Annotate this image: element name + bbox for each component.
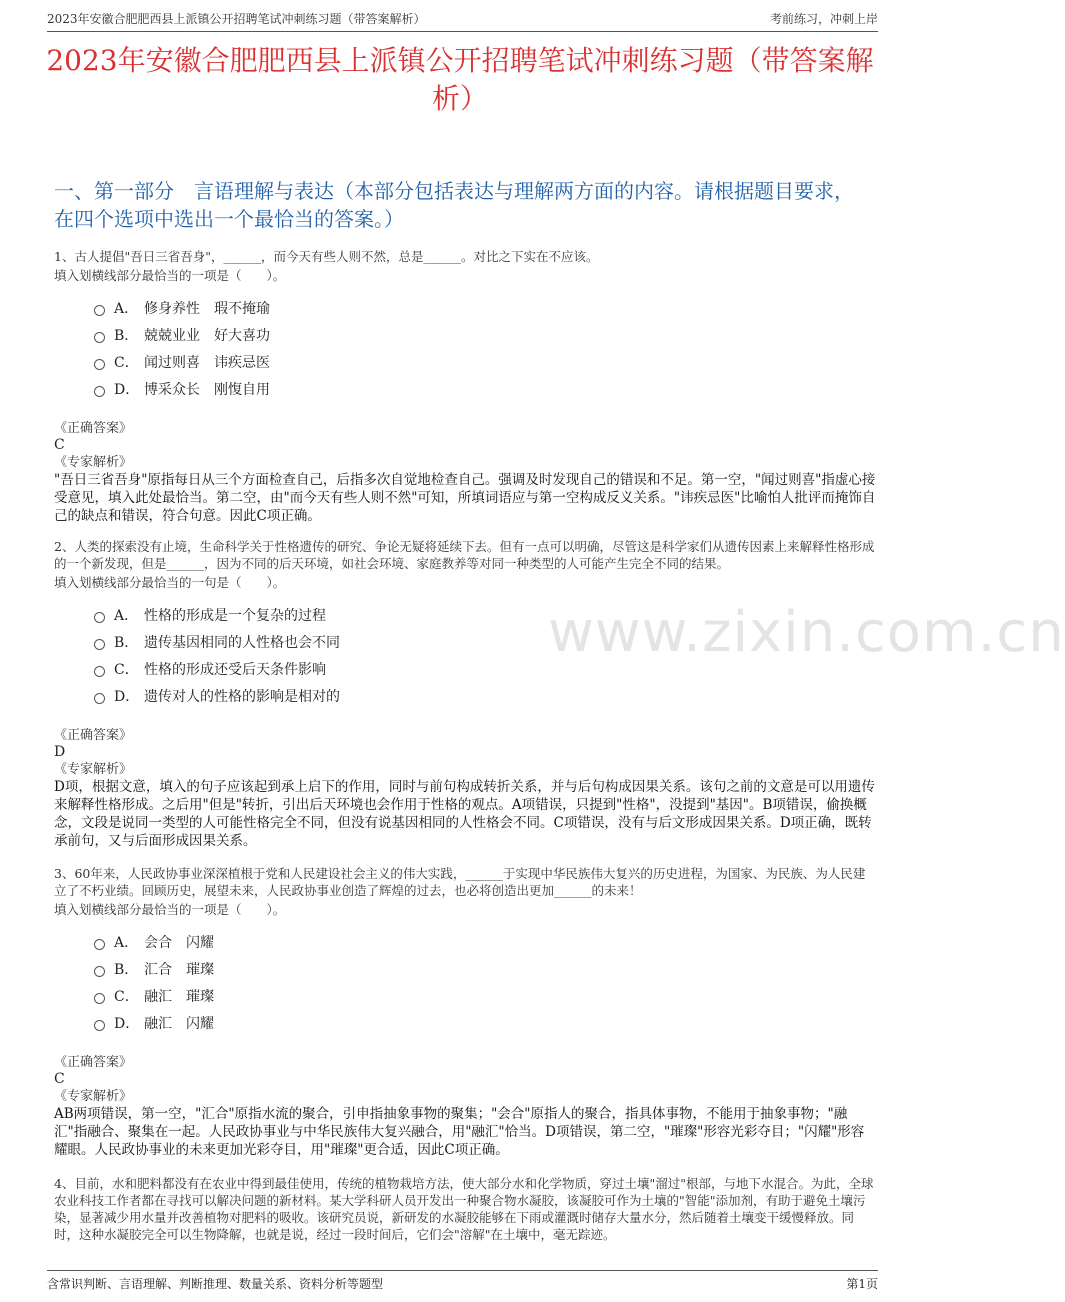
option-text: 兢兢业业 好大喜功 [144, 327, 270, 344]
option-text: 遗传对人的性格的影响是相对的 [144, 688, 340, 705]
option-letter: C． [114, 661, 139, 678]
radio-icon[interactable] [94, 666, 105, 677]
watermark: www.zixin.com.cn [548, 600, 1065, 665]
option-a[interactable] [94, 601, 876, 628]
option-d[interactable] [94, 375, 876, 402]
radio-icon[interactable] [94, 939, 105, 950]
explanation-text: "吾日三省吾身"原指每日从三个方面检查自己，后指多次自觉地检查自己。强调及时发现自己的错误和不足。第一空，"闻过则喜"指虚心接受意见，填入此处最恰当。第二空，由"而今天有些人则不然"可知，所填词语应与第一空构成反义关系。"讳疾忌医"比喻怕人批评而掩饰自己的缺点和错误，符合句意。因此C项正确。 [54, 472, 876, 524]
option-letter: C． [114, 354, 139, 371]
option-b[interactable] [94, 628, 876, 655]
question-prompt: 填入划横线部分最恰当的一项是（ ）。 [54, 268, 286, 283]
option-text: 融汇 璀璨 [144, 988, 214, 1005]
question-stem: 4、目前，水和肥料都没有在农业中得到最佳使用，传统的植物栽培方法，使大部分水和化学物质，穿过土壤"溜过"根部，与地下水混合。为此，全球农业科技工作者都在寻找可以解决问题的新材料。某大学科研人员开发出一种聚合物水凝胶，该凝胶可作为土壤的"智能"添加剂，有助于避免土壤污染，显著减少用水量并改善植物对肥料的吸收。该研究员说，新研发的水凝胶能够在下雨或灌溉时储存大量水分，然后随着土壤变干缓慢释放。同时，这种水凝胶完全可以生物降解，也就是说，经过一段时间后，它们会"溶解"在土壤中，毫无踪迹。 [54, 1176, 874, 1242]
radio-icon[interactable] [94, 993, 105, 1004]
option-list [54, 928, 876, 1036]
radio-icon[interactable] [94, 386, 105, 397]
option-a[interactable] [94, 294, 876, 321]
radio-icon[interactable] [94, 332, 105, 343]
option-c[interactable] [94, 348, 876, 375]
option-text: 闻过则喜 讳疾忌医 [144, 354, 270, 371]
option-letter: D． [114, 381, 140, 398]
explanation-text: AB两项错误，第一空，"汇合"原指水流的聚合，引申指抽象事物的聚集；"会合"原指人的聚合，指具体事物，不能用于抽象事物；"融汇"指融合、聚集在一起。人民政协事业与中华民族伟大复兴融合，用"融汇"恰当。D项错误，第二空，"璀璨"形容光彩夺目；"闪耀"形容耀眼。人民政协事业的未来更加光彩夺目，用"璀璨"更合适，因此C项正确。 [54, 1106, 865, 1158]
question-1 [54, 248, 876, 525]
option-text: 遗传基因相同的人性格也会不同 [144, 634, 340, 651]
question-stem: 2、人类的探索没有止境，生命科学关于性格遗传的研究、争论无疑将延续下去。但有一点可以明确，尽管这是科学家们从遗传因素上来解释性格形成的一个新发现，但是______，因为不同的后天环境，如社会环境、家庭教养等对同一种类型的人可能产生完全不同的结果。 [54, 539, 875, 571]
option-text: 汇合 璀璨 [144, 961, 214, 978]
header-left-text: 2023年安徽合肥肥西县上派镇公开招聘笔试冲刺练习题（带答案解析） [47, 12, 426, 26]
question-stem: 3、60年来，人民政协事业深深植根于党和人民建设社会主义的伟大实践，______于实现中华民族伟大复兴的历史进程，为国家、为民族、为人民建立了不朽业绩。回顾历史，展望未来，人民政协事业创造了辉煌的过去，也必将创造出更加______的未来！ [54, 866, 866, 898]
answer-value: C [54, 1071, 65, 1087]
question-prompt: 填入划横线部分最恰当的一句是（ ）。 [54, 575, 286, 590]
explanation-label: 《专家解析》 [54, 455, 133, 470]
explanation-text: D项，根据文意，填入的句子应该起到承上启下的作用，同时与前句构成转折关系，并与后句构成因果关系。该句之前的文意是可以用遗传来解释性格形成。之后用"但是"转折，引出后天环境也会作用于性格的观点。A项错误，只提到"性格"，没提到"基因"。B项错误，偷换概念，文段是说同一类型的人可能性格完全不同，但没有说基因相同的人性格会不同。C项错误，没有与后文形成因果关系。D项正确，既转承前句，又与后面形成因果关系。 [54, 779, 875, 849]
option-text: 会合 闪耀 [144, 934, 214, 951]
option-letter: C． [114, 988, 139, 1005]
option-list [54, 601, 876, 709]
option-list [54, 294, 876, 402]
page-title: 2023年安徽合肥肥西县上派镇公开招聘笔试冲刺练习题（带答案解析） [46, 44, 874, 115]
option-text: 性格的形成还受后天条件影响 [144, 661, 326, 678]
option-letter: B． [114, 327, 139, 344]
radio-icon[interactable] [94, 1020, 105, 1031]
question-prompt: 填入划横线部分最恰当的一项是（ ）。 [54, 902, 286, 917]
option-text: 博采众长 刚愎自用 [144, 381, 270, 398]
option-letter: A． [114, 607, 139, 624]
answer-value: D [54, 744, 66, 760]
question-3 [54, 865, 876, 1159]
answer-value: C [54, 437, 65, 453]
footer-left-text: 含常识判断、言语理解、判断推理、数量关系、资料分析等题型 [47, 1277, 384, 1291]
radio-icon[interactable] [94, 359, 105, 370]
explanation-label: 《专家解析》 [54, 1089, 133, 1104]
option-text: 融汇 闪耀 [144, 1015, 214, 1032]
answer-label: 《正确答案》 [54, 728, 133, 743]
option-text: 性格的形成是一个复杂的过程 [144, 607, 326, 624]
option-c[interactable] [94, 655, 876, 682]
page-header [47, 10, 878, 32]
option-letter: D． [114, 688, 140, 705]
answer-label: 《正确答案》 [54, 1055, 133, 1070]
radio-icon[interactable] [94, 693, 105, 704]
option-b[interactable] [94, 955, 876, 982]
option-b[interactable] [94, 321, 876, 348]
radio-icon[interactable] [94, 966, 105, 977]
radio-icon[interactable] [94, 639, 105, 650]
radio-icon[interactable] [94, 612, 105, 623]
page-footer [47, 1270, 878, 1292]
option-d[interactable] [94, 682, 876, 709]
option-d[interactable] [94, 1009, 876, 1036]
option-a[interactable] [94, 928, 876, 955]
question-4 [54, 1175, 876, 1243]
explanation-label: 《专家解析》 [54, 762, 133, 777]
radio-icon[interactable] [94, 305, 105, 316]
option-text: 修身养性 瑕不掩瑜 [144, 300, 270, 317]
option-letter: B． [114, 634, 139, 651]
option-c[interactable] [94, 982, 876, 1009]
question-2 [54, 538, 876, 850]
page-number: 第1页 [846, 1277, 878, 1291]
option-letter: B． [114, 961, 139, 978]
option-letter: A． [114, 300, 139, 317]
option-letter: A． [114, 934, 139, 951]
section-heading: 一、第一部分 言语理解与表达（本部分包括表达与理解两方面的内容。请根据题目要求，在四个选项中选出一个最恰当的答案。） [54, 179, 854, 231]
answer-label: 《正确答案》 [54, 421, 133, 436]
question-stem: 1、古人提倡"吾日三省吾身"，______，而今天有些人则不然，总是______。对比之下实在不应该。 [54, 249, 599, 264]
option-letter: D． [114, 1015, 140, 1032]
header-right-text: 考前练习，冲刺上岸 [769, 12, 878, 26]
